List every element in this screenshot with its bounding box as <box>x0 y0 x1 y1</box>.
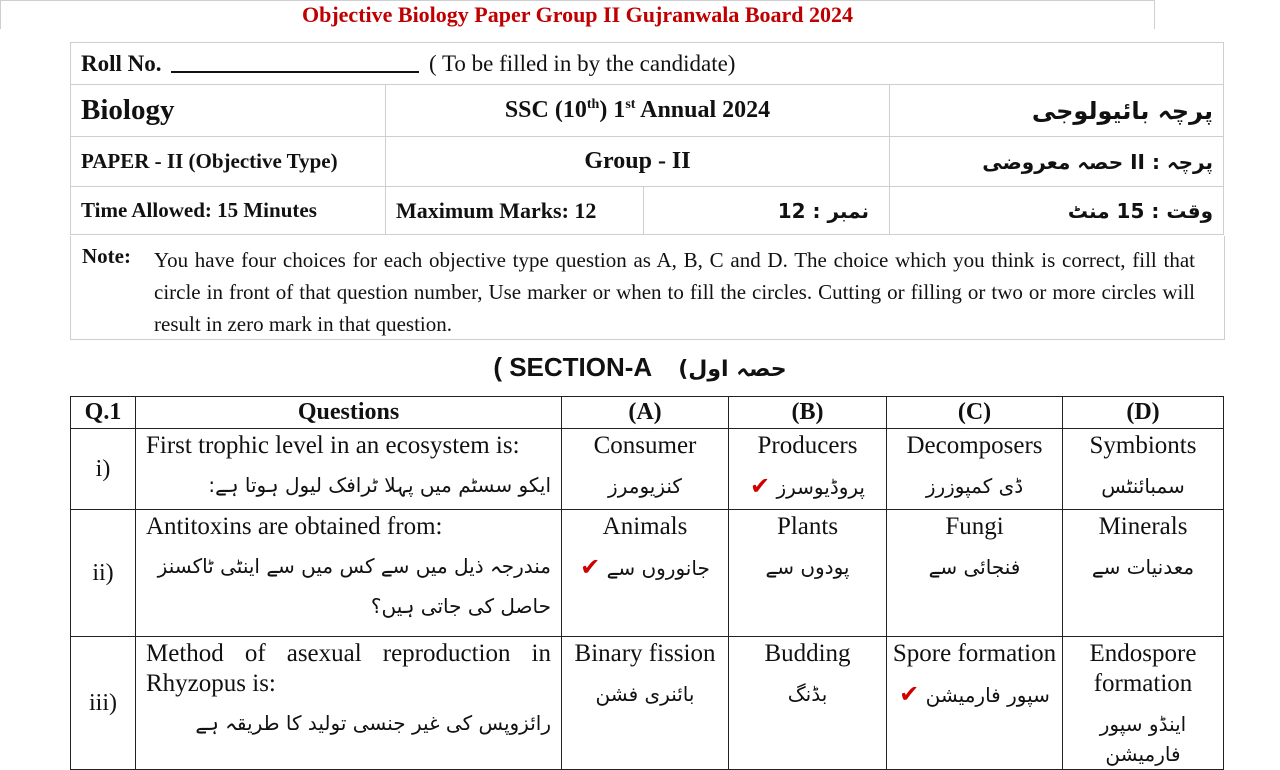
col-header-c: (C) <box>887 397 1063 429</box>
section-title-urdu: حصہ اول) <box>678 357 787 382</box>
col-header-b: (B) <box>729 397 887 429</box>
option-c[interactable]: Fungi فنجائی سے <box>887 510 1063 637</box>
question-number: ii) <box>71 510 136 637</box>
paper-type-urdu: پرچہ : II حصہ معروضی <box>890 137 1224 187</box>
note-label: Note: <box>82 244 131 268</box>
question-urdu: رائزوپس کی غیر جنسی تولید کا طریقہ ہے <box>195 711 551 735</box>
note-box <box>70 236 1225 340</box>
roll-number-blank[interactable] <box>171 71 419 73</box>
header-table <box>70 42 1224 235</box>
option-a[interactable]: Consumer کنزیومرز <box>562 429 729 510</box>
option-a[interactable]: Animals جانوروں سے ✔ <box>562 510 729 637</box>
group-label: Group - II <box>386 137 890 187</box>
question-cell <box>136 429 562 510</box>
time-allowed: Time Allowed: 15 Minutes <box>71 187 386 235</box>
col-header-qno: Q.1 <box>71 397 136 429</box>
table-row <box>71 429 1224 510</box>
correct-check-icon: ✔ <box>580 553 601 581</box>
option-b[interactable]: Plants پودوں سے <box>729 510 887 637</box>
question-english: First trophic level in an ecosystem is: <box>146 432 520 459</box>
maximum-marks: Maximum Marks: 12 <box>386 187 644 235</box>
section-heading <box>0 352 1280 383</box>
col-header-questions: Questions <box>136 397 562 429</box>
exam-title: SSC (10th) 1st Annual 2024 <box>386 85 890 137</box>
paper-title: Objective Biology Paper Group II Gujranwala Board 2024 <box>0 0 1155 29</box>
marks-urdu: نمبر : 12 <box>644 187 890 235</box>
questions-table <box>70 396 1224 770</box>
table-row <box>71 510 1224 637</box>
question-cell <box>136 637 562 770</box>
correct-check-icon: ✔ <box>899 680 920 708</box>
option-b[interactable]: Producers پروڈیوسرز ✔ <box>729 429 887 510</box>
question-number: i) <box>71 429 136 510</box>
correct-check-icon: ✔ <box>750 472 771 500</box>
paper-type: PAPER - II (Objective Type) <box>71 137 386 187</box>
option-d[interactable]: Symbionts سمبائنٹس <box>1063 429 1224 510</box>
question-number: iii) <box>71 637 136 770</box>
time-urdu: وقت : 15 منٹ <box>890 187 1224 235</box>
roll-row <box>71 43 1224 85</box>
subject-name: Biology <box>71 85 386 137</box>
option-b[interactable]: Budding بڈنگ <box>729 637 887 770</box>
question-urdu: مندرجہ ذیل میں سے کس میں سے اینٹی ٹاکسنز حاصل کی جاتی ہیں؟ <box>157 554 551 618</box>
option-c[interactable]: Decomposers ڈی کمپوزرز <box>887 429 1063 510</box>
note-text: You have four choices for each objective type question as A, B, C and D. The choice which you think is correct, fill that circle in front of that question number, Use marker or when to fill the circles. Cutting or filling or two or more circles will result in zero mark in that question. <box>154 248 1195 336</box>
option-d[interactable]: Endospore formation اینڈو سپور فارمیشن <box>1063 637 1224 770</box>
question-urdu: ایکو سسٹم میں پہلا ٹرافک لیول ہوتا ہے: <box>208 473 551 497</box>
section-title-english: ( SECTION-A <box>493 352 653 382</box>
table-row <box>71 637 1224 770</box>
col-header-a: (A) <box>562 397 729 429</box>
option-d[interactable]: Minerals معدنیات سے <box>1063 510 1224 637</box>
question-english: Antitoxins are obtained from: <box>146 513 443 540</box>
roll-label: Roll No. <box>81 50 162 76</box>
option-a[interactable]: Binary fission بائنری فشن <box>562 637 729 770</box>
question-cell <box>136 510 562 637</box>
subject-urdu: پرچہ بائیولوجی <box>890 85 1224 137</box>
option-c[interactable]: Spore formation سپور فارمیشن ✔ <box>887 637 1063 770</box>
roll-note: ( To be filled in by the candidate) <box>429 50 736 76</box>
question-english: Method of asexual reproduction in Rhyzopus is: <box>146 640 551 697</box>
col-header-d: (D) <box>1063 397 1224 429</box>
